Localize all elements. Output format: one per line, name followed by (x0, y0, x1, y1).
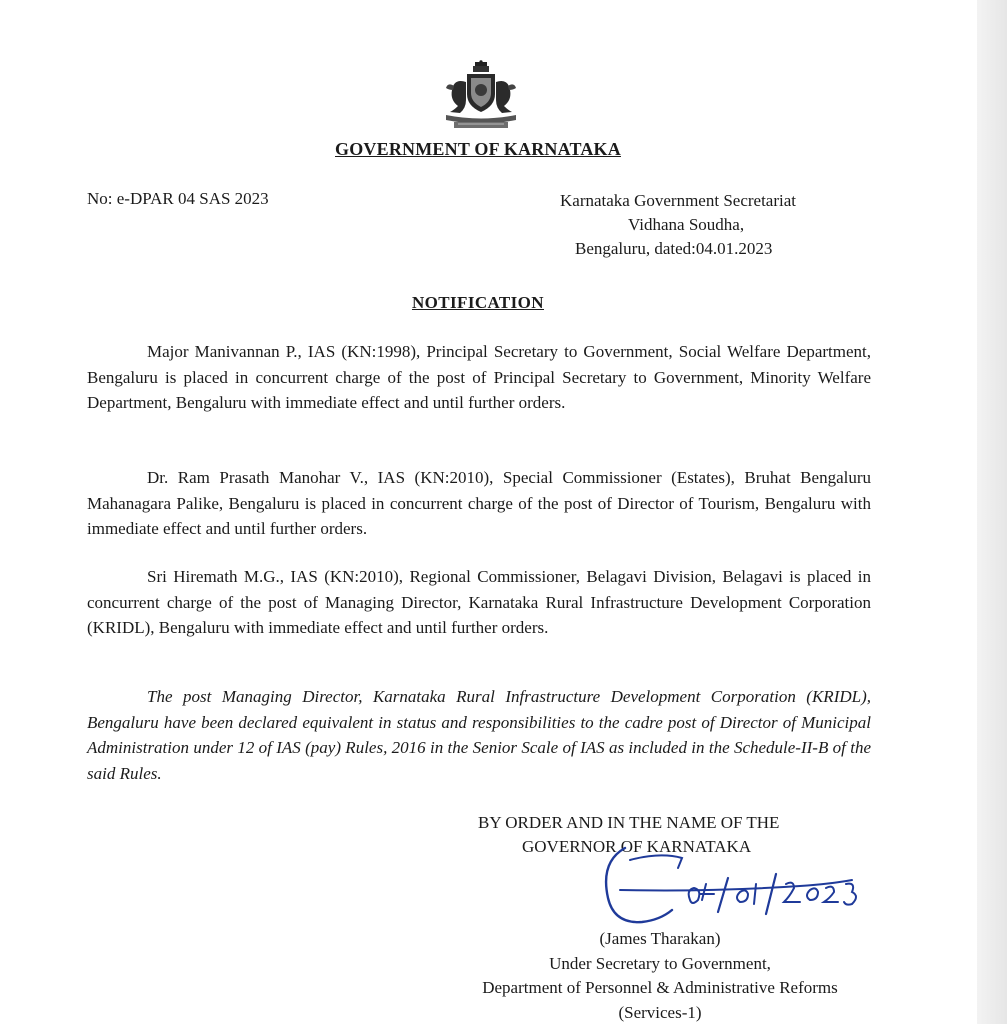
signatory-designation: Under Secretary to Government, (549, 953, 771, 973)
by-order-line-1: BY ORDER AND IN THE NAME OF THE (478, 813, 780, 832)
signatory-section: (Services-1) (618, 1002, 702, 1022)
by-order-line-2: GOVERNOR OF KARNATAKA (522, 837, 752, 856)
karnataka-state-emblem-icon (440, 60, 522, 132)
signatory-name: (James Tharakan) (599, 929, 721, 948)
notification-paragraph: Sri Hiremath M.G., IAS (KN:2010), Regional Commissioner, Belagavi Division, Belagavi is placed in concurrent charge of the post of Managing Director, Karnataka Rural Infrastructure Development Corporation (KRIDL), Bengaluru with immediate effect and until further orders. (87, 567, 871, 637)
notification-paragraph-italic: The post Managing Director, Karnataka Rural Infrastructure Development Corporation (KRIDL), Bengaluru have been declared equivalent in status and responsibilities to the cadre post of Director of Municipal Administration under 12 of IAS (pay) Rules, 2016 in the Senior Scale of IAS as included in the Schedule-II-B of the said Rules. (87, 687, 871, 783)
page-edge-strip (977, 0, 1007, 1024)
address-line-2: Vidhana Soudha, (628, 215, 745, 234)
government-title: GOVERNMENT OF KARNATAKA (335, 139, 621, 159)
address-block (560, 189, 796, 261)
address-line-1: Karnataka Government Secretariat (560, 191, 796, 210)
address-line-3: Bengaluru, dated:04.01.2023 (575, 239, 773, 258)
handwritten-signature (590, 840, 890, 935)
notification-paragraph: Dr. Ram Prasath Manohar V., IAS (KN:2010), Special Commissioner (Estates), Bruhat Bengaluru Mahanagara Palike, Bengaluru is placed in concurrent charge of the post of Director of Tourism, Bengaluru with immediate effect and until further orders. (87, 468, 871, 538)
notification-title: NOTIFICATION (411, 293, 544, 312)
reference-number: No: e-DPAR 04 SAS 2023 (87, 189, 269, 208)
notification-paragraph: Major Manivannan P., IAS (KN:1998), Principal Secretary to Government, Social Welfare Department, Bengaluru is placed in concurrent charge of the post of Principal Secretary to Government, Minority Welfare Department, Bengaluru with immediate effect and until further orders. (87, 342, 871, 412)
signatory-department: Department of Personnel & Administrative Reforms (482, 978, 838, 997)
signatory-block (440, 927, 880, 1024)
